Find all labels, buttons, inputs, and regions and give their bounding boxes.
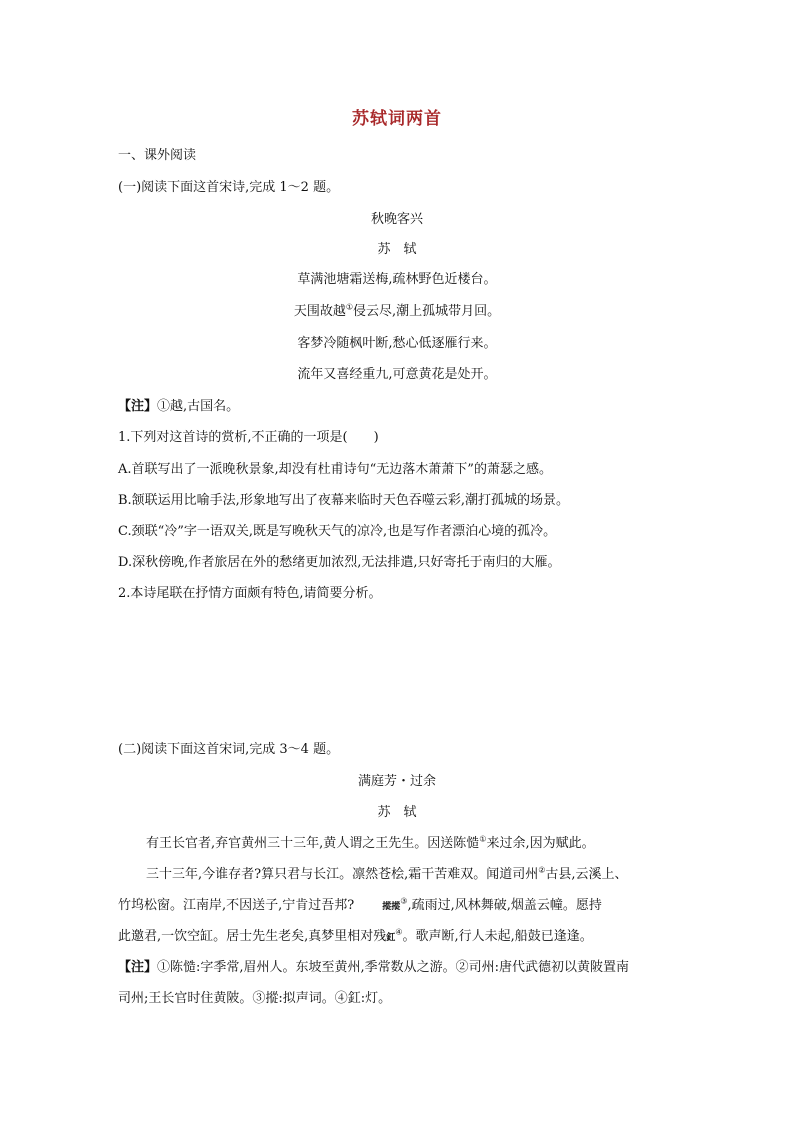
footnote-marker: ② bbox=[538, 865, 546, 875]
preface-start: 有王长官者,弃官黄州三十三年,黄人谓之王先生。因送陈慥 bbox=[146, 836, 480, 851]
section-heading: 一、课外阅读 bbox=[118, 148, 197, 163]
poem2-author: 苏 轼 bbox=[377, 805, 417, 820]
body-3-start: 此邀君,一饮空缸。居士先生老矣,真梦里相对残 bbox=[118, 929, 387, 944]
note-text: ①越,古国名。 bbox=[157, 399, 240, 414]
poem2-preface bbox=[146, 834, 595, 854]
poem1-note bbox=[118, 397, 239, 417]
option-b: B.颔联运用比喻手法,形象地写出了夜幕来临时天色吞噬云彩,潮打孤城的场景。 bbox=[118, 493, 569, 508]
poem1-line-2-end: 侵云尽,潮上孤城带月回。 bbox=[353, 304, 501, 319]
poem1-author: 苏 轼 bbox=[377, 242, 417, 257]
poem1-line-2 bbox=[0, 302, 794, 322]
inline-glyph: 摐摐 bbox=[382, 902, 401, 912]
poem1-line-1: 草满池塘霜送梅,疏林野色近楼台。 bbox=[297, 272, 497, 287]
poem2-note-line-1 bbox=[118, 958, 629, 978]
question-1: 1.下列对这首诗的赏析,不正确的一项是( ) bbox=[118, 430, 379, 445]
body-2-start: 竹坞松窗。江南岸,不因送子,宁肯过吾邦? bbox=[118, 898, 355, 913]
footnote-marker: ④ bbox=[395, 927, 403, 937]
option-a: A.首联写出了一派晚秋景象,却没有杜甫诗句“无边落木萧萧下”的萧瑟之感。 bbox=[118, 462, 552, 477]
part1-intro: (一)阅读下面这首宋诗,完成 1～2 题。 bbox=[118, 180, 340, 195]
poem1-line-3: 客梦冷随枫叶断,愁心低逐雁行来。 bbox=[297, 336, 497, 351]
poem2-note-line-2: 司州;王长官时住黄陂。③摐:拟声词。④釭:灯。 bbox=[118, 991, 392, 1006]
option-d: D.深秋傍晚,作者旅居在外的愁绪更加浓烈,无法排遣,只好寄托于南归的大雁。 bbox=[118, 555, 561, 570]
body-2-end: ,疏雨过,风林舞破,烟盖云幢。愿持 bbox=[407, 898, 602, 913]
note-label: 【注】 bbox=[118, 960, 158, 975]
body-1-end: 古县,云溪上、 bbox=[545, 867, 628, 882]
page-title: 苏轼词两首 bbox=[352, 109, 442, 129]
poem2-body-line-2 bbox=[118, 896, 602, 917]
poem2-body-line-1 bbox=[146, 865, 628, 885]
question-2: 2.本诗尾联在抒情方面颇有特色,请简要分析。 bbox=[118, 586, 382, 601]
poem2-title: 满庭芳・过余 bbox=[357, 774, 436, 789]
footnote-marker: ③ bbox=[400, 896, 408, 906]
body-3-end: 。歌声断,行人未起,船鼓已逢逢。 bbox=[402, 929, 593, 944]
inline-glyph: 釭 bbox=[386, 933, 396, 943]
preface-end: 来过余,因为赋此。 bbox=[486, 836, 595, 851]
note-text: ①陈慥:字季常,眉州人。东坡至黄州,季常数从之游。②司州:唐代武德初以黄陂置南 bbox=[157, 960, 630, 975]
footnote-marker: ① bbox=[479, 834, 487, 844]
poem1-line-4: 流年又喜经重九,可意黄花是处开。 bbox=[297, 367, 497, 382]
part2-intro: (二)阅读下面这首宋词,完成 3～4 题。 bbox=[118, 742, 340, 757]
footnote-marker: ① bbox=[345, 302, 354, 312]
poem2-body-line-3 bbox=[118, 927, 593, 948]
note-label: 【注】 bbox=[118, 399, 158, 414]
option-c: C.颈联“冷”字一语双关,既是写晚秋天气的凉冷,也是写作者漂泊心境的孤冷。 bbox=[118, 524, 557, 539]
poem1-line-2-start: 天围故越 bbox=[293, 304, 346, 319]
body-1-start: 三十三年,今谁存者?算只君与长江。凛然苍桧,霜干苦难双。闻道司州 bbox=[146, 867, 539, 882]
poem1-title: 秋晚客兴 bbox=[370, 212, 423, 227]
